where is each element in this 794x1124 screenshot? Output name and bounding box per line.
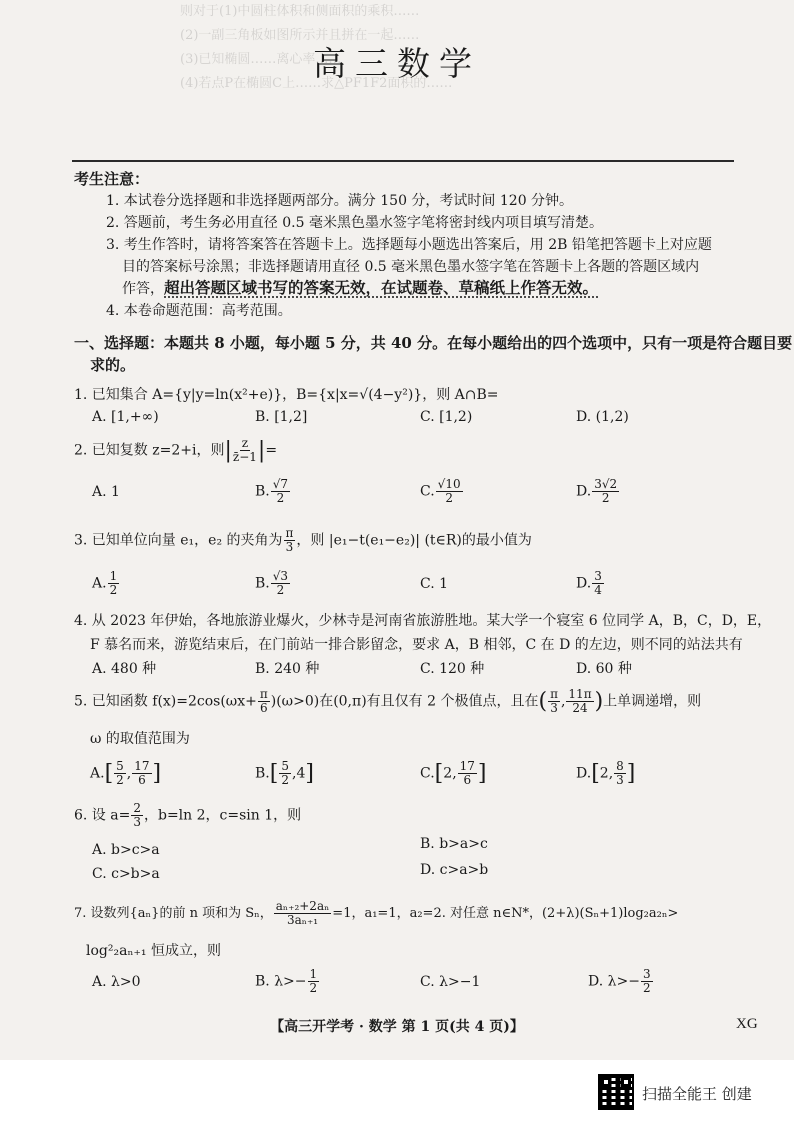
q5-f2-num: π	[550, 687, 558, 701]
q3-frac-num: π	[285, 526, 294, 540]
q3-option-d	[576, 570, 605, 597]
q2-b-den: 2	[276, 491, 285, 506]
q5-option-b: B.[ $\frac{5}{2}$ ,4]	[255, 759, 314, 788]
q3-b-num: √3	[272, 569, 289, 583]
q4-option-a: A. 480 种	[92, 661, 157, 677]
q4-option-b: B. 240 种	[255, 661, 320, 677]
page-footer: 【高三开学考 · 数学 第 1 页(共 4 页)】	[270, 1019, 524, 1035]
q2-stem-post: =	[265, 442, 278, 459]
notice-item-1: 1. 本试卷分选择题和非选择题两部分。满分 150 分，考试时间 120 分钟。	[106, 193, 574, 209]
q6-option-b: B. b>a>c	[420, 836, 488, 852]
q5-post: 上单调递增，则	[603, 693, 702, 710]
q3-d-num: 3	[594, 569, 602, 583]
q5-pre: 5. 已知函数 f(x)=2cos(ωx+	[74, 693, 257, 710]
q7-d-den: 2	[642, 981, 651, 996]
q5-b-b: 4	[296, 765, 306, 782]
q6-option-a: A. b>c>a	[92, 842, 160, 858]
q2-b-label: B.	[255, 483, 270, 500]
q2-c-den: 2	[445, 491, 453, 506]
notice-item-3-cont: 目的答案标号涂黑；非选择题请用直径 0.5 毫米黑色墨水签字笔在答题卡上各题的答题区域内	[122, 259, 700, 275]
q3-frac-den: 3	[285, 540, 294, 555]
q7-den: 3aₙ₊₁	[286, 913, 319, 928]
question-2-stem: 2. 已知复数 z=2+i，则| $\frac{z}{z̄-1}$ |=	[74, 436, 278, 465]
question-7-line2: log²₂aₙ₊₁ 恒成立，则	[86, 943, 221, 959]
page-title: 高三数学	[313, 44, 481, 83]
notice-item-2: 2. 答题前，考生务必用直径 0.5 毫米黑色墨水签字笔将密封线内项目填写清楚。	[106, 215, 603, 231]
q2-frac-den: z̄−1	[232, 450, 257, 465]
q3-a-den: 2	[109, 583, 118, 598]
q5-mid: )(ω>0)在(0,π)有且仅有 2 个极值点，且在	[270, 693, 539, 710]
q5-b-ad: 2	[281, 773, 289, 788]
q5-a-bd: 6	[138, 773, 146, 788]
bleed-line: 则对于(1)中圆柱体积和侧面积的乘积……	[180, 4, 420, 19]
q3-stem-pre: 3. 已知单位向量 e₁，e₂ 的夹角为	[74, 532, 283, 549]
q7-num: aₙ₊₂+2aₙ	[275, 899, 330, 913]
q1-option-c: C. [1,2)	[420, 409, 473, 425]
q7-option-d	[588, 968, 654, 995]
notice-item-3-plain: 作答，	[122, 281, 164, 297]
section-heading: 一、选择题：本题共 8 小题，每小题 5 分，共 40 分。在每小题给出的四个选项中，只有一项是符合题目要	[74, 334, 793, 352]
q1-option-a: A. [1,+∞)	[92, 409, 159, 425]
q5-d-bn: 8	[616, 759, 624, 773]
q3-b-label: B.	[255, 575, 270, 592]
q3-option-a	[92, 570, 120, 597]
q7-option-c: C. λ>−1	[420, 974, 481, 990]
q5-c-bd: 6	[463, 773, 472, 788]
q5-d-a: 2	[599, 765, 609, 782]
q2-option-c	[420, 478, 464, 505]
q5-c-a: 2	[443, 765, 453, 782]
q5-option-a: A.[ $\frac{5}{2}$ , $\frac{17}{6}$ ]	[90, 759, 162, 788]
q2-frac-num: z	[241, 436, 249, 450]
q3-d-den: 4	[594, 583, 602, 598]
q7-d-num: 3	[642, 967, 651, 981]
q6-option-d: D. c>a>b	[420, 862, 489, 878]
q2-fraction	[233, 437, 257, 464]
notice-emphasis: 超出答题区域书写的答案无效，在试题卷、草稿纸上作答无效。	[164, 278, 599, 297]
q3-b-den: 2	[276, 583, 285, 598]
question-5-line1: 5. 已知函数 f(x)=2cos(ωx+ $\frac{\pi}{6}$ )(ω>0)在(0,π)有且仅有 2 个极值点，且在( $\frac{\pi}{3}$ , $\frac{11\pi}{24}$ )上单调递增，则	[74, 687, 702, 716]
q7-post: =1，a₁=1，a₂=2. 对任意 n∈N*，(2+λ)(Sₙ+1)log₂a₂ₙ>	[332, 906, 679, 922]
question-5-line2: ω 的取值范围为	[90, 731, 190, 747]
scanner-watermark: 扫描全能王 创建	[642, 1085, 752, 1103]
q2-d-den: 2	[601, 491, 610, 506]
bleed-line: (2)一副三角板如图所示并且拼在一起……	[180, 28, 420, 43]
q7-option-b	[255, 968, 320, 995]
q5-a-bn: 17	[134, 759, 150, 773]
q3-a-num: 1	[109, 569, 118, 583]
q5-f2-den: 3	[550, 701, 558, 716]
q5-f1-num: π	[259, 687, 268, 701]
qr-code-icon	[598, 1074, 634, 1110]
bleed-line: (4)若点P在椭圆C上……求△PF1F2面积的……	[180, 76, 453, 91]
q7-option-a: A. λ>0	[92, 974, 141, 990]
q4-option-d: D. 60 种	[576, 661, 632, 677]
q5-f3-num: 11π	[568, 687, 592, 701]
question-6-stem	[74, 802, 301, 829]
section-heading-cont: 求的。	[90, 356, 136, 374]
question-7-line1	[74, 900, 678, 927]
q2-d-num: 3√2	[594, 477, 618, 491]
q7-b-den: 2	[309, 981, 318, 996]
q1-option-d: D. (1,2)	[576, 409, 629, 425]
q5-option-d: D.[2, $\frac{8}{3}$ ]	[576, 759, 636, 788]
q3-d-label: D.	[576, 575, 592, 592]
question-1-stem: 1. 已知集合 A={y|y=ln(x²+e)}，B={x|x=√(4−y²)}，则 A∩B=	[74, 387, 499, 403]
paper-code: XG	[736, 1016, 758, 1032]
q2-d-label: D.	[576, 483, 592, 500]
q6-option-c: C. c>b>a	[92, 866, 160, 882]
q3-stem-post: ，则 |e₁−t(e₁−e₂)| (t∈R)的最小值为	[296, 532, 532, 549]
notice-item-3: 3. 考生作答时，请将答案答在答题卡上。选择题每小题选出答案后，用 2B 铅笔把答题卡上对应题	[106, 237, 712, 253]
q6-den: 3	[133, 815, 141, 830]
q2-c-num: √10	[437, 477, 461, 491]
q5-d-bd: 3	[616, 773, 624, 788]
q2-stem-pre: 2. 已知复数 z=2+i，则	[74, 442, 225, 459]
q6-pre: 6. 设 a=	[74, 807, 131, 824]
notice-heading: 考生注意：	[74, 170, 150, 188]
q2-c-label: C.	[420, 483, 435, 500]
q5-a-ad: 2	[116, 773, 124, 788]
q3-fraction	[284, 527, 296, 554]
q5-f3-den: 24	[572, 701, 588, 716]
bleed-line: (3)已知椭圆……离心率……	[180, 52, 342, 67]
q5-b-label: B.	[255, 765, 270, 782]
notice-item-4: 4. 本卷命题范围：高考范围。	[106, 303, 292, 319]
q7-b-num: 1	[309, 967, 318, 981]
q4-option-c: C. 120 种	[420, 661, 485, 677]
q7-d-label: D. λ>−	[588, 973, 640, 990]
q5-option-c: C.[2, $\frac{17}{6}$ ]	[420, 759, 487, 788]
question-3-stem	[74, 527, 532, 554]
q3-a-label: A.	[92, 575, 107, 592]
q5-c-bn: 17	[459, 759, 475, 773]
q7-b-label: B. λ>−	[255, 973, 307, 990]
question-4-line2: F 慕名而来，游览结束后，在门前站一排合影留念，要求 A，B 相邻，C 在 D 的左边，则不同的站法共有	[90, 637, 743, 653]
q2-b-num: √7	[272, 477, 289, 491]
header-divider	[72, 160, 734, 162]
q5-d-label: D.	[576, 765, 592, 782]
q1-option-b: B. [1,2]	[255, 409, 308, 425]
q2-option-b	[255, 478, 291, 505]
q2-option-d	[576, 478, 620, 505]
question-4-line1: 4. 从 2023 年伊始，各地旅游业爆火，少林寺是河南省旅游胜地。某大学一个寝室 6 位同学 A，B，C，D，E，	[74, 613, 772, 629]
q6-post: ，b=ln 2，c=sin 1，则	[143, 807, 302, 824]
q2-option-a: A. 1	[92, 484, 120, 500]
q5-a-label: A.	[90, 765, 105, 782]
q3-option-c: C. 1	[420, 576, 449, 592]
q7-pre: 7. 设数列{aₙ}的前 n 项和为 Sₙ，	[74, 906, 273, 922]
q5-c-label: C.	[420, 765, 435, 782]
q3-option-b	[255, 570, 291, 597]
q5-b-an: 5	[281, 759, 289, 773]
notice-item-3-line3	[122, 276, 598, 298]
q5-a-an: 5	[116, 759, 124, 773]
q6-num: 2	[133, 801, 141, 815]
q5-f1-den: 6	[259, 701, 268, 716]
